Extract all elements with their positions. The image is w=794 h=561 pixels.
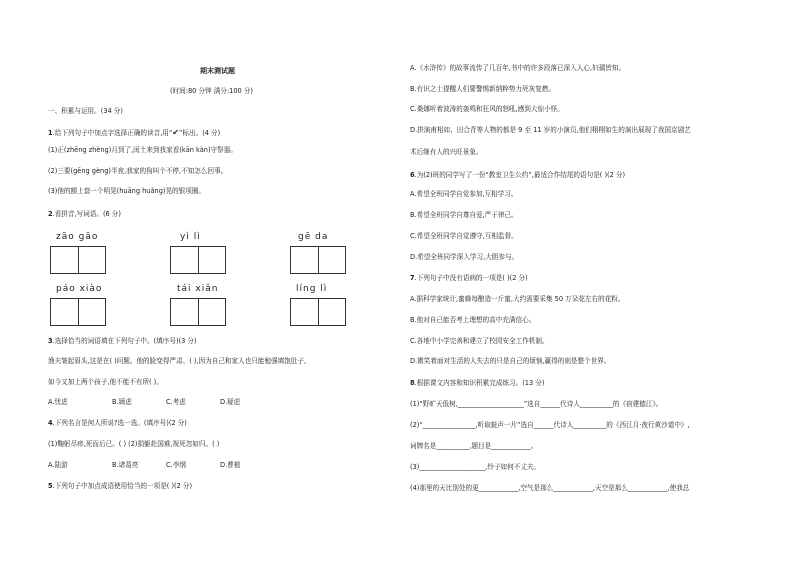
question-4-option-d: D.曹植 — [220, 461, 241, 469]
pinyin-4: páo xiào — [56, 284, 103, 294]
question-7-option-b: B.他对自己能否考上理想的高中充满信心。 — [410, 316, 536, 324]
question-6 — [410, 171, 625, 180]
question-3-line-1: 渔夫皱起眉头,这是在( )问题。他的脸变得严肃、( ),因为自己和家人也只能勉强填饱肚子, — [48, 357, 307, 365]
question-6-option-b: B.希望全班同学自尊自爱,严于律己。 — [410, 211, 518, 219]
question-7-option-d: D.微笑着面对生活的人失去的只是自己的烦恼,赢得的则是整个世界。 — [410, 357, 611, 365]
question-1-line-2: (2)三要(gēng gèng)半夜,我家的狗叫个不停,不知怎么回事。 — [48, 167, 228, 175]
question-3 — [48, 337, 197, 346]
question-6-text: .为(2)班的同学写了一份“教室卫生公约”,最适合作结尾的语句是( )(2 分) — [414, 171, 626, 179]
page-title: 期末测试题 — [200, 67, 235, 75]
question-number: 5 — [48, 482, 53, 490]
question-number: 6 — [410, 171, 415, 179]
question-3-option-d: D.疑虑 — [220, 398, 241, 406]
writing-grid[interactable] — [170, 246, 226, 274]
question-6-option-a: A.希望全班同学自觉参加,互相学习。 — [410, 190, 518, 198]
question-5-text: .下列句子中加点成语使用恰当的一项是( )(2 分) — [52, 482, 193, 490]
page-subtitle: (时间:80 分钟 满分:100 分) — [170, 87, 254, 95]
question-7 — [410, 274, 528, 283]
question-5-option-d-line-1: D.拼演甫相如、田合背等人物的都是 9 至 11 岁的小演员,他们栩栩如生的演出展现了我国京剧艺 — [410, 126, 691, 134]
question-8 — [410, 379, 544, 388]
pinyin-6: líng lì — [296, 284, 328, 294]
question-8-line-1: (1)“野旷天低树,____________________”选自______代诗人__________的《宿建德江》。 — [410, 400, 663, 408]
question-3-option-a: A.忧虑 — [48, 398, 68, 406]
question-4-option-b: B.诸葛亮 — [112, 461, 139, 469]
pinyin-2: yì lì — [180, 232, 201, 242]
question-5 — [48, 482, 192, 491]
question-number: 2 — [48, 210, 53, 218]
question-4 — [48, 419, 187, 428]
pinyin-5: tái xiǎn — [177, 284, 219, 294]
question-8-line-3: 词牌名是__________,题目是____________。 — [410, 442, 538, 450]
question-2-text: .看拼音,写词语。(6 分) — [52, 210, 121, 218]
question-5-option-b: B.有识之士提醒人们要警惕新纳粹势力死灰复燃。 — [410, 85, 556, 93]
section-1-heading: 一、积累与运用。(34 分) — [48, 107, 123, 115]
writing-grid[interactable] — [50, 298, 106, 326]
question-1-text-a: .给下列句子中加点字选择正确的读音,用“ — [52, 129, 173, 137]
question-5-option-d-line-2: 术后继有人的兴旺景象。 — [410, 148, 483, 156]
question-5-option-c: C.桑娜听着波涛的轰鸣和狂风的怒吼,感到大惊小怪。 — [410, 105, 564, 113]
question-8-line-5: (4)那里的天比别处的更____________,空气是那么____________,天空是那么____________,使我总 — [410, 484, 690, 492]
question-8-line-4: (3)____________________,怜子如何不丈夫。 — [410, 463, 541, 471]
question-3-option-c: C.考虑 — [166, 398, 186, 406]
question-7-option-a: A.据科学家统计,蜜蜂每酿造一斤蜜,大约需要采集 50 万朵花左右的花粉。 — [410, 295, 625, 303]
check-icon: ✔ — [172, 128, 179, 137]
question-4-option-a: A.陆游 — [48, 461, 68, 469]
question-number: 4 — [48, 419, 53, 427]
question-6-option-c: C.希望全班同学自觉遵守,互相监督。 — [410, 232, 518, 240]
question-7-option-c: C.各地中小学完善和建立了校园安全工作机制。 — [410, 337, 549, 345]
question-2 — [48, 210, 121, 219]
pinyin-3: gē da — [298, 232, 329, 242]
writing-grid[interactable] — [50, 246, 106, 274]
question-8-text: .根据课文内容和知识积累完成练习。(13 分) — [414, 379, 545, 387]
question-1-line-3: (3)他的额上套一个明晃(huāng huǎng)晃的银项圈。 — [48, 187, 206, 195]
question-3-text: .选择恰当的词语填在下列句子中。(填序号)(3 分) — [52, 337, 197, 345]
question-8-line-2: (2)“________________,听取蛙声一片”选自______代诗人__________的《西江月·夜行黄沙道中》, — [410, 421, 690, 429]
question-3-line-2: 如今又加上两个孩子,他不能不有所( )。 — [48, 378, 163, 386]
pinyin-1: zāo gāo — [56, 232, 99, 242]
writing-grid[interactable] — [290, 246, 346, 274]
question-3-option-b: B.顾虑 — [112, 398, 132, 406]
question-6-option-d: D.希望全班同学深入学习,大胆参与。 — [410, 253, 519, 261]
question-7-text: .下列句子中没有语病的一项是( )(2 分) — [414, 274, 528, 282]
question-4-line-1: (1)鞠躬尽瘁,死而后已。( ) (2)捐躯赴国难,视死忽如归。( ) — [48, 440, 220, 448]
question-5-option-a: A.《水浒传》的故事流传了几百年,书中的许多段落已深入人心,妇孺皆知。 — [410, 64, 626, 72]
writing-grid[interactable] — [170, 298, 226, 326]
question-1-text-b: ”标出。(4 分) — [179, 129, 221, 137]
question-4-text: .下列名言是何人所说?选一选。(填序号)(2 分) — [52, 419, 187, 427]
question-4-option-c: C.李纲 — [166, 461, 186, 469]
question-1 — [48, 128, 220, 138]
question-number: 3 — [48, 337, 53, 345]
question-number: 7 — [410, 274, 415, 282]
question-number: 8 — [410, 379, 415, 387]
question-1-line-1: (1)正(zhēng zhèng)月到了,闰土来到我家看(kān kàn)守祭器。 — [48, 146, 237, 154]
question-number: 1 — [48, 129, 53, 137]
writing-grid[interactable] — [290, 298, 346, 326]
